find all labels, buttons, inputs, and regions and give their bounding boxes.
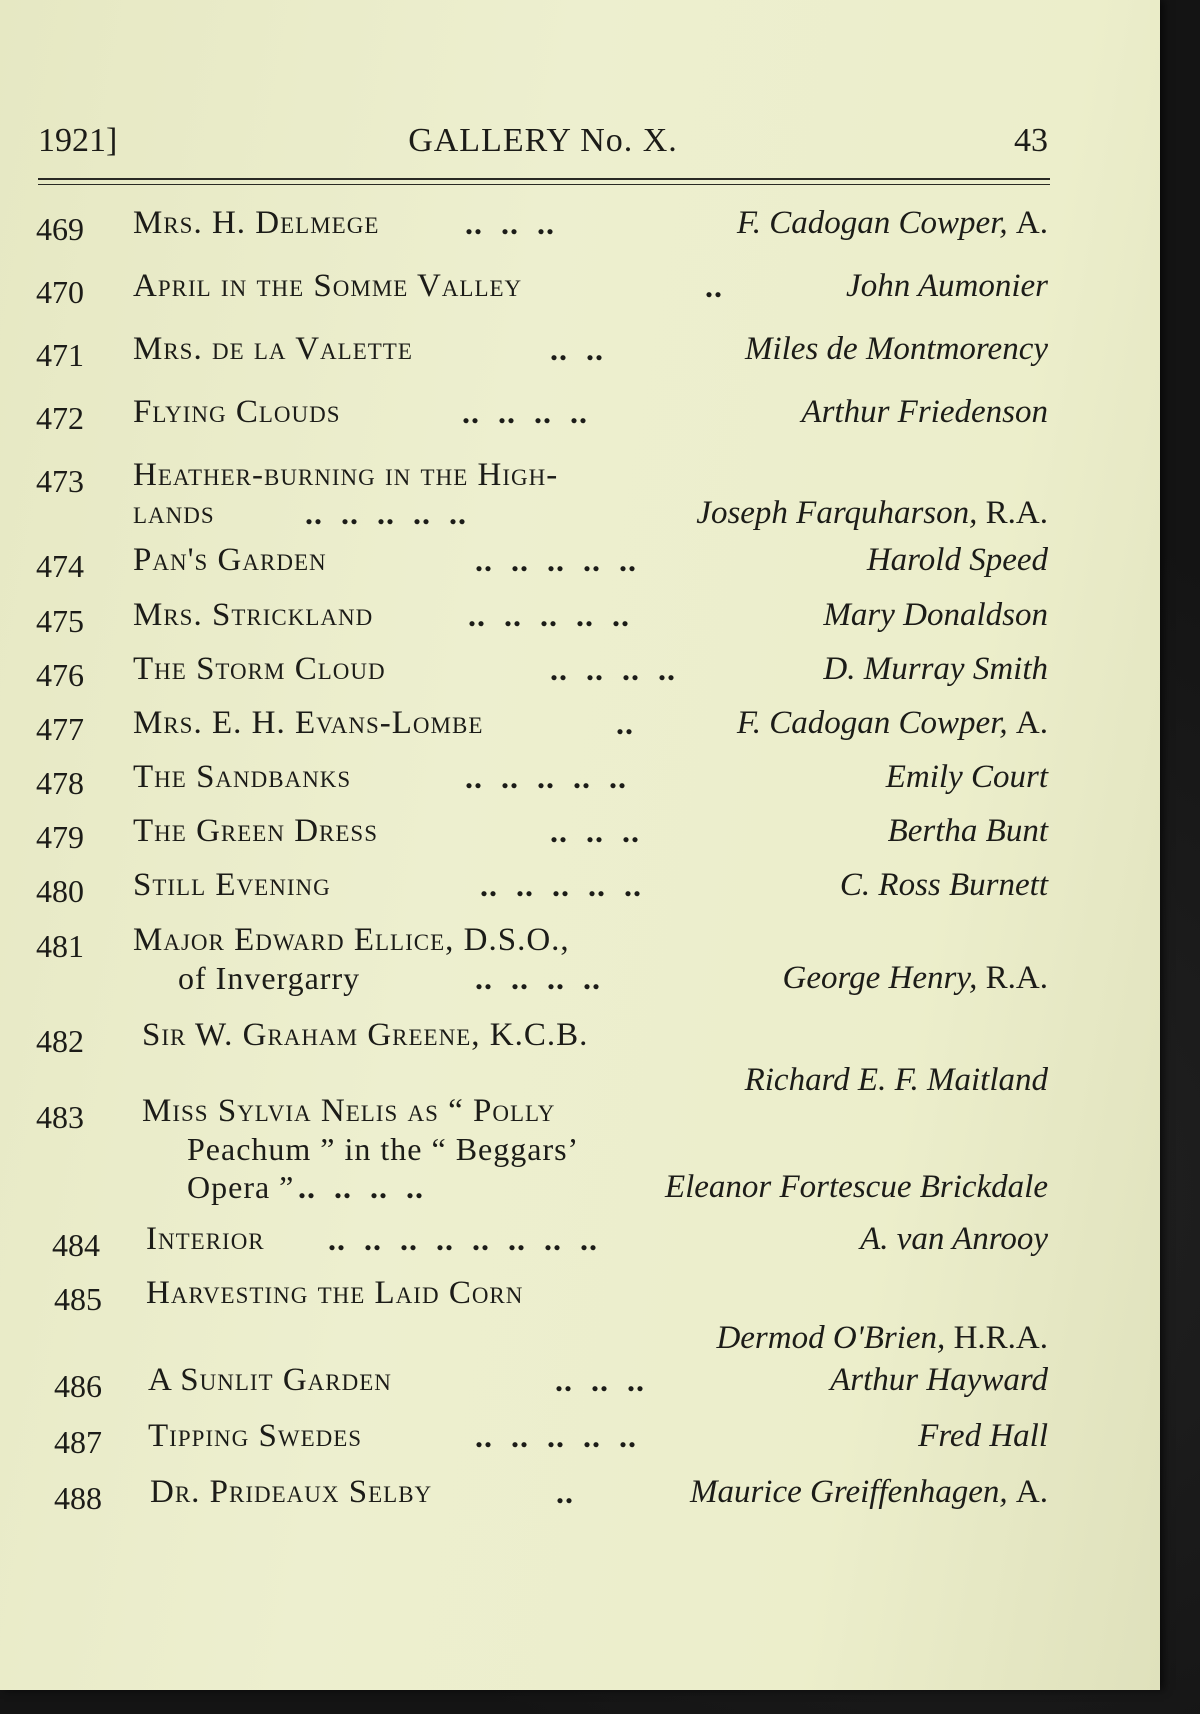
- artist-name: Miles de Montmorency: [744, 331, 1048, 367]
- entry-leader-dots: .. .. .. .. ..: [305, 495, 467, 531]
- catalogue-entry: [0, 268, 1160, 318]
- entry-title: April in the Somme Valley: [133, 268, 523, 304]
- entry-number: 472: [36, 400, 84, 436]
- entry-title: Pan's Garden: [133, 542, 327, 578]
- artist-suffix: R.A.: [985, 495, 1048, 531]
- entry-title: Interior: [146, 1221, 265, 1257]
- entry-number: 482: [36, 1023, 84, 1059]
- entry-number: 487: [54, 1424, 102, 1460]
- entry-artist: [783, 960, 1048, 997]
- header-rule-thin: [38, 184, 1050, 185]
- entry-leader-dots: .. .. .. .. ..: [475, 542, 637, 578]
- entry-artist: [696, 495, 1048, 532]
- catalogue-entry: [0, 705, 1160, 755]
- entry-number: 479: [36, 819, 84, 855]
- artist-suffix: A.: [1015, 205, 1048, 241]
- entry-title-continued: Peachum ” in the “ Beggars’: [187, 1131, 580, 1167]
- artist-suffix: A.: [1015, 1474, 1048, 1510]
- catalogue-entry: [0, 651, 1160, 701]
- entry-number: 471: [36, 337, 84, 373]
- entry-artist: [823, 597, 1048, 634]
- entry-title: Mrs. Strickland: [133, 597, 374, 633]
- entry-number: 480: [36, 873, 84, 909]
- header-title: GALLERY No. X.: [408, 122, 678, 159]
- catalogue-entry: [0, 597, 1160, 647]
- catalogue-entry: [0, 759, 1160, 809]
- entry-number: 475: [36, 603, 84, 639]
- artist-name: Fred Hall: [918, 1418, 1048, 1454]
- artist-suffix: R.A.: [985, 960, 1048, 996]
- artist-name: Arthur Friedenson: [801, 394, 1048, 430]
- entry-number: 488: [54, 1480, 102, 1516]
- entry-artist: [716, 1320, 1048, 1357]
- catalogue-entry: [0, 1221, 1160, 1271]
- entry-title-continued: of Invergarry: [178, 960, 361, 996]
- artist-name: D. Murray Smith: [823, 651, 1048, 687]
- artist-name: Maurice Greiffenhagen,: [689, 1474, 1008, 1510]
- entry-artist: [918, 1418, 1048, 1455]
- catalogue-entry: [0, 542, 1160, 592]
- artist-name: Joseph Farquharson,: [696, 495, 978, 531]
- entry-number: 483: [36, 1099, 84, 1135]
- catalogue-entry: [0, 331, 1160, 381]
- artist-name: Emily Court: [885, 759, 1048, 795]
- entry-artist: [846, 268, 1048, 305]
- entry-title: Flying Clouds: [133, 394, 341, 430]
- entry-leader-dots: .. .. .. .. ..: [465, 759, 627, 795]
- entry-leader-dots: ..: [556, 1474, 574, 1510]
- catalogue-entry: [0, 1418, 1160, 1468]
- entry-artist: [690, 1474, 1048, 1511]
- header-page-number: 43: [1014, 122, 1048, 159]
- entry-number: 477: [36, 711, 84, 747]
- entry-leader-dots: .. .. .. ..: [462, 394, 588, 430]
- artist-name: Dermod O'Brien,: [716, 1320, 946, 1356]
- artist-name: F. Cadogan Cowper,: [736, 205, 1008, 241]
- entry-title: Miss Sylvia Nelis as “ Polly: [142, 1093, 556, 1129]
- catalogue-entry: [0, 1275, 1160, 1365]
- entry-leader-dots: .. .. .. ..: [298, 1169, 424, 1205]
- entry-artist: [823, 651, 1048, 688]
- artist-suffix: H.R.A.: [953, 1320, 1048, 1356]
- entry-title: The Storm Cloud: [133, 651, 386, 687]
- entry-number: 481: [36, 928, 84, 964]
- header-rule-thick: [38, 178, 1050, 180]
- entry-artist: [665, 1169, 1048, 1206]
- entry-title: A Sunlit Garden: [148, 1362, 392, 1398]
- catalogue-entry: [0, 1362, 1160, 1412]
- entry-leader-dots: .. .. ..: [550, 813, 640, 849]
- catalogue-entry: [0, 1474, 1160, 1524]
- entry-leader-dots: .. .. ..: [555, 1362, 645, 1398]
- artist-name: A. van Anrooy: [860, 1221, 1048, 1257]
- entry-number: 474: [36, 548, 84, 584]
- entry-artist: [737, 705, 1048, 742]
- artist-name: Richard E. F. Maitland: [744, 1062, 1048, 1098]
- artist-name: Eleanor Fortescue Brickdale: [664, 1169, 1048, 1205]
- entry-artist: [801, 394, 1048, 431]
- entry-title: Still Evening: [133, 867, 331, 903]
- entry-leader-dots: .. .. .. .. ..: [468, 597, 630, 633]
- entry-title: Major Edward Ellice, D.S.O.,: [133, 922, 570, 958]
- artist-name: Mary Donaldson: [823, 597, 1048, 633]
- artist-name: C. Ross Burnett: [839, 867, 1048, 903]
- entry-title: Tipping Swedes: [148, 1418, 363, 1454]
- artist-name: Harold Speed: [866, 542, 1048, 578]
- entry-leader-dots: .. .. .. ..: [475, 960, 601, 996]
- entry-artist: [840, 867, 1048, 904]
- entry-title: The Sandbanks: [133, 759, 352, 795]
- page-header: [38, 122, 1048, 172]
- entry-number: 486: [54, 1368, 102, 1404]
- artist-name: Arthur Hayward: [830, 1362, 1048, 1398]
- entry-leader-dots: .. .. .. .. .. .. .. ..: [328, 1221, 598, 1257]
- entry-artist: [867, 542, 1048, 579]
- entry-number: 476: [36, 657, 84, 693]
- entry-title: The Green Dress: [133, 813, 379, 849]
- entry-leader-dots: .. .. .. ..: [550, 651, 676, 687]
- header-year: 1921]: [38, 122, 118, 159]
- artist-name: F. Cadogan Cowper,: [736, 705, 1008, 741]
- entry-title: Mrs. H. Delmege: [133, 205, 380, 241]
- catalogue-entry: [0, 922, 1160, 1012]
- catalogue-entry: [0, 394, 1160, 444]
- entry-leader-dots: .. .. ..: [465, 205, 555, 241]
- entry-artist: [830, 1362, 1048, 1399]
- catalogue-entry: [0, 205, 1160, 255]
- entry-leader-dots: .. .. .. .. ..: [480, 867, 642, 903]
- entry-artist: [860, 1221, 1048, 1258]
- entry-title: Harvesting the Laid Corn: [146, 1275, 524, 1311]
- entry-number: 470: [36, 274, 84, 310]
- entry-number: 478: [36, 765, 84, 801]
- entry-number: 469: [36, 211, 84, 247]
- entry-artist: [745, 331, 1048, 368]
- entry-artist: [888, 813, 1048, 850]
- entry-leader-dots: ..: [705, 268, 723, 304]
- catalogue-entry: [0, 867, 1160, 917]
- entry-leader-dots: ..: [616, 705, 634, 741]
- artist-name: George Henry,: [782, 960, 978, 996]
- artist-suffix: A.: [1015, 705, 1048, 741]
- entry-artist: [737, 205, 1048, 242]
- entry-title: Sir W. Graham Greene, K.C.B.: [142, 1017, 589, 1053]
- entry-number: 485: [54, 1281, 102, 1317]
- entry-title-continued: Opera ”: [187, 1169, 295, 1205]
- entry-number: 473: [36, 463, 84, 499]
- entry-title: Dr. Prideaux Selby: [150, 1474, 433, 1510]
- catalogue-entry: [0, 1093, 1160, 1223]
- entry-artist: [886, 759, 1048, 796]
- artist-name: Bertha Bunt: [887, 813, 1048, 849]
- entry-title: Mrs. de la Valette: [133, 331, 413, 367]
- entry-title: Mrs. E. H. Evans-Lombe: [133, 705, 484, 741]
- entry-number: 484: [52, 1227, 100, 1263]
- entry-leader-dots: .. .. .. .. ..: [475, 1418, 637, 1454]
- catalogue-entry: [0, 457, 1160, 547]
- entry-title: Heather-burning in the High-: [133, 457, 559, 493]
- entry-title-continued: lands: [133, 495, 215, 531]
- artist-name: John Aumonier: [846, 268, 1048, 304]
- entry-leader-dots: .. ..: [550, 331, 604, 367]
- catalogue-entry: [0, 813, 1160, 863]
